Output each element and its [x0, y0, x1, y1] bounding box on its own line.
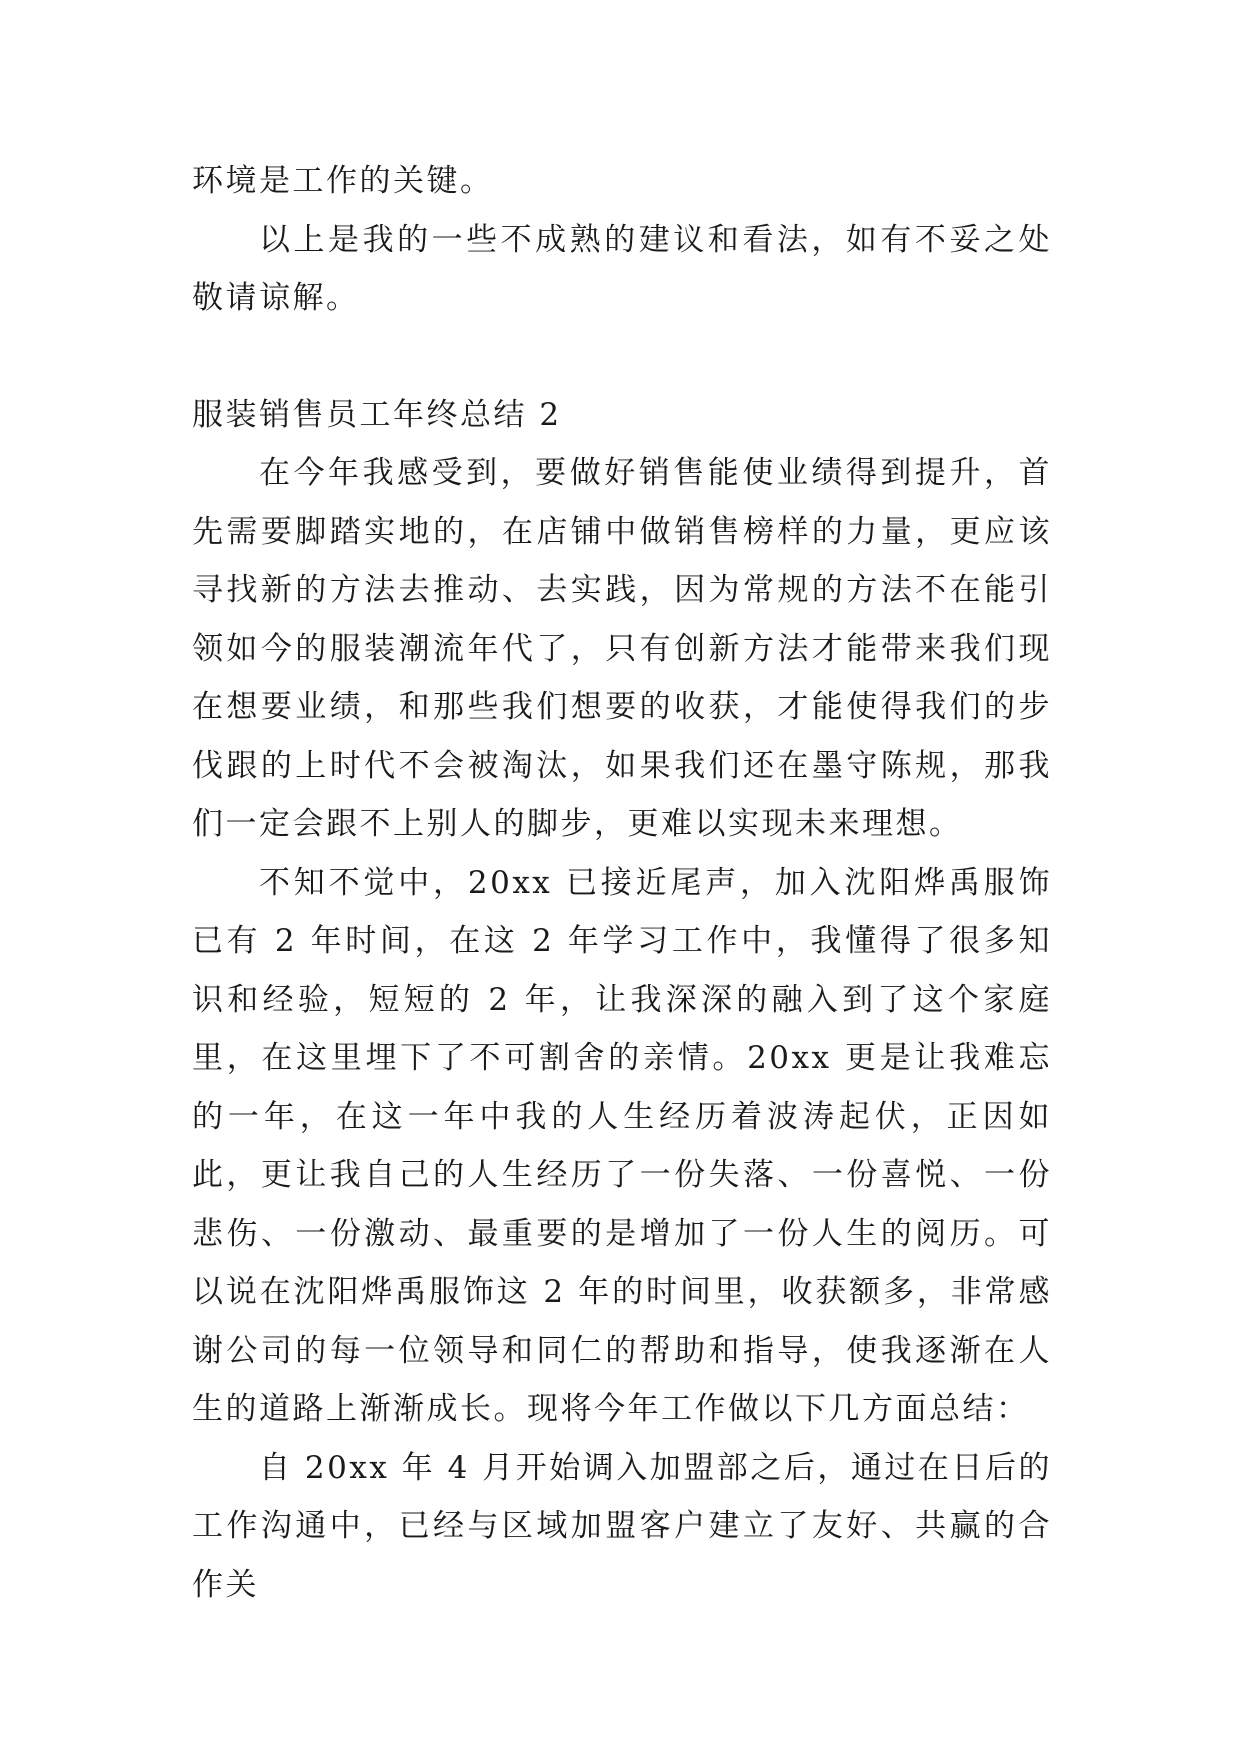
paragraph-sales-insight: 在今年我感受到，要做好销售能使业绩得到提升，首先需要脚踏实地的，在店铺中做销售榜样的力量，更应该寻找新的方法去推动、去实践，因为常规的方法不在能引领如今的服装潮流年代了，只有创新方法才能带来我们现在想要业绩，和那些我们想要的收获，才能使得我们的步伐跟的上时代不会被淘汰，如果我们还在墨守陈规，那我们一定会跟不上别人的脚步，更难以实现未来理想。: [192, 455, 1052, 842]
paragraph-apology: 以上是我的一些不成熟的建议和看法，如有不妥之处敬请谅解。: [192, 221, 1052, 316]
section-spacer: [192, 328, 1052, 386]
paragraph-year-review: 不知不觉中，20xx 已接近尾声，加入沈阳烨禹服饰已有 2 年时间，在这 2 年学习工作中，我懂得了很多知识和经验，短短的 2 年，让我深深的融入到了这个家庭里，在这里埋下了不可割舍的亲情。20xx 更是让我难忘的一年，在这一年中我的人生经历着波涛起伏，正因如此，更让我自己的人生经历了一份失落、一份喜悦、一份悲伤、一份激动、最重要的是增加了一份人生的阅历。可以说在沈阳烨禹服饰这 2 年的时间里，收获额多，非常感谢公司的每一位领导和同仁的帮助和指导，使我逐渐在人生的道路上渐渐成长。现将今年工作做以下几方面总结：: [192, 864, 1052, 1427]
paragraph-closing-line: 环境是工作的关键。: [192, 163, 494, 199]
document-body: [192, 152, 1052, 1614]
section-title: 服装销售员工年终总结 2: [192, 396, 562, 433]
paragraph-franchise-department: 自 20xx 年 4 月开始调入加盟部之后，通过在日后的工作沟通中，已经与区域加盟客户建立了友好、共赢的合作关: [192, 1449, 1052, 1603]
